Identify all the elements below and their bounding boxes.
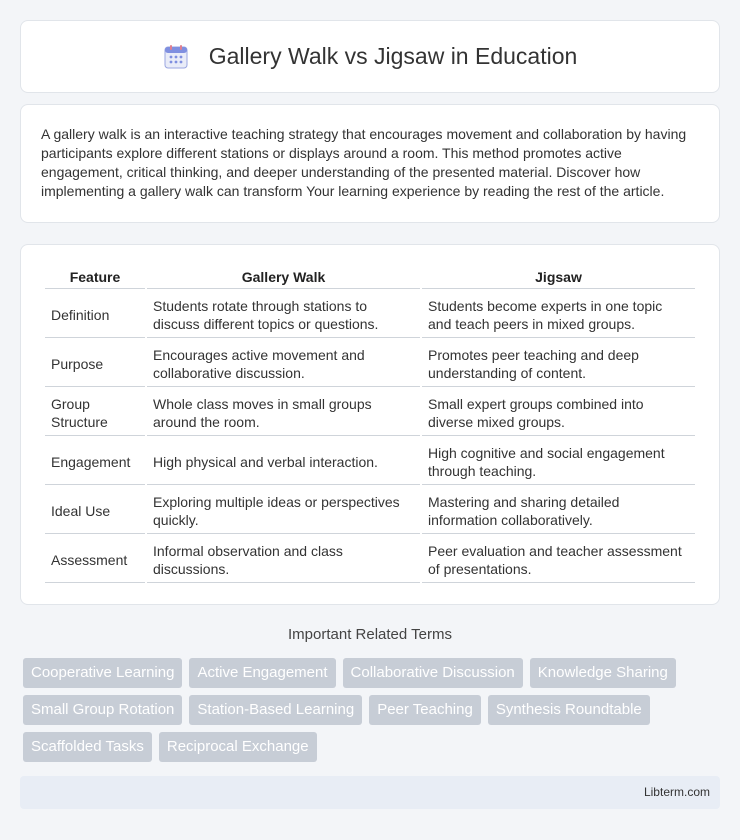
page-title: Gallery Walk vs Jigsaw in Education (208, 43, 578, 69)
related-terms-heading: Important Related Terms (288, 626, 452, 643)
term-tag[interactable]: Scaffolded Tasks (23, 732, 152, 762)
table-row (45, 338, 695, 387)
gallery-walk-cell: Whole class moves in small groups around the room. (147, 387, 420, 436)
feature-cell: Group Structure (45, 387, 145, 436)
table-row (45, 485, 695, 534)
jigsaw-cell: Promotes peer teaching and deep understanding of content. (422, 338, 695, 387)
table-header-row (45, 265, 695, 289)
jigsaw-cell: Students become experts in one topic and teach peers in mixed groups. (422, 289, 695, 338)
feature-cell: Purpose (45, 338, 145, 387)
term-tag[interactable]: Active Engagement (189, 658, 335, 688)
table-row (45, 289, 695, 338)
header-feature: Feature (45, 265, 145, 289)
term-tag[interactable]: Synthesis Roundtable (488, 695, 650, 725)
header-gallery-walk: Gallery Walk (147, 265, 420, 289)
gallery-walk-cell: Students rotate through stations to discuss different topics or questions. (147, 289, 420, 338)
title-card (20, 20, 720, 93)
feature-cell: Definition (45, 289, 145, 338)
gallery-walk-cell: High physical and verbal interaction. (147, 436, 420, 485)
comparison-table (43, 265, 697, 583)
term-tag[interactable]: Collaborative Discussion (343, 658, 523, 688)
related-terms-list (23, 658, 723, 769)
comparison-card (20, 244, 720, 605)
gallery-walk-cell: Encourages active movement and collaborative discussion. (147, 338, 420, 387)
footer-site-link[interactable]: Libterm.com (643, 785, 710, 799)
table-row (45, 534, 695, 583)
feature-cell: Ideal Use (45, 485, 145, 534)
jigsaw-cell: Small expert groups combined into diverse mixed groups. (422, 387, 695, 436)
term-tag[interactable]: Reciprocal Exchange (159, 732, 317, 762)
footer (20, 776, 720, 809)
gallery-walk-cell: Informal observation and class discussions. (147, 534, 420, 583)
jigsaw-cell: High cognitive and social engagement through teaching. (422, 436, 695, 485)
header-jigsaw: Jigsaw (422, 265, 695, 289)
jigsaw-cell: Mastering and sharing detailed information collaboratively. (422, 485, 695, 534)
intro-card (20, 104, 720, 223)
feature-cell: Engagement (45, 436, 145, 485)
term-tag[interactable]: Knowledge Sharing (530, 658, 676, 688)
term-tag[interactable]: Cooperative Learning (23, 658, 182, 688)
feature-cell: Assessment (45, 534, 145, 583)
table-row (45, 436, 695, 485)
table-row (45, 387, 695, 436)
term-tag[interactable]: Peer Teaching (369, 695, 481, 725)
gallery-walk-cell: Exploring multiple ideas or perspectives quickly. (147, 485, 420, 534)
intro-paragraph: A gallery walk is an interactive teaching strategy that encourages movement and collaboration by having participants explore different stations or displays around a room. This method promotes active engagement, critical thinking, and deeper understanding of the presented material. Discover how implementing a gallery walk can transform Your learning experience by reading the rest of the article. (41, 126, 687, 199)
term-tag[interactable]: Station-Based Learning (189, 695, 362, 725)
calendar-grid-icon (163, 44, 189, 70)
jigsaw-cell: Peer evaluation and teacher assessment of presentations. (422, 534, 695, 583)
term-tag[interactable]: Small Group Rotation (23, 695, 182, 725)
